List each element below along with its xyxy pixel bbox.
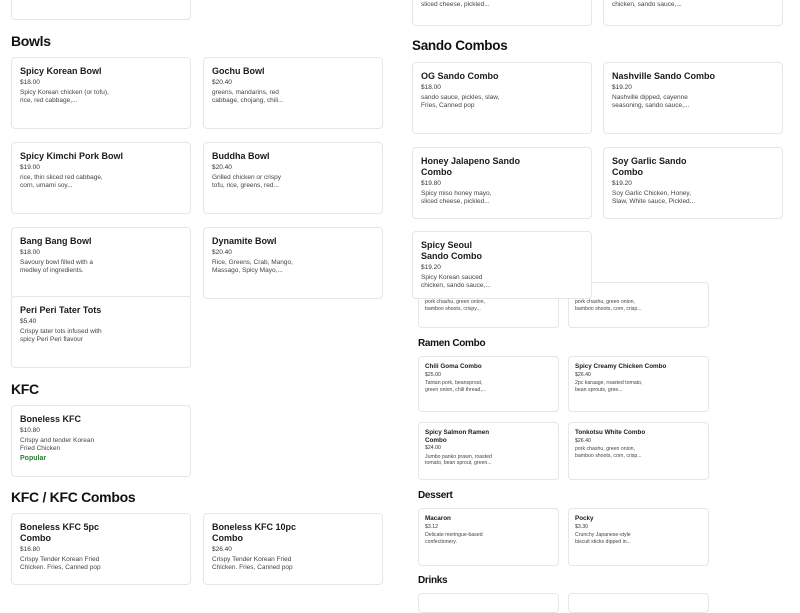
item-description: Crunchy Japanese-style biscuit sticks dipped in...: [575, 532, 631, 545]
item-price: $19.20: [421, 264, 441, 271]
menu-item-card[interactable]: [603, 62, 783, 134]
menu-item-card[interactable]: [568, 422, 709, 480]
item-description: rice, thin sliced red cabbage, corn, umami soy...: [20, 174, 103, 189]
item-description: pork chashu, green onion, bamboo shoots, corn, crisp...: [575, 299, 642, 312]
item-price: $25.00: [425, 371, 441, 378]
menu-item-card[interactable]: [11, 296, 191, 368]
item-price: $18.00: [20, 79, 40, 86]
item-name: Spicy Salmon Ramen Combo: [425, 429, 490, 444]
menu-item-card-partial[interactable]: [11, 0, 191, 20]
item-name: Buddha Bowl: [212, 151, 270, 161]
section-title-bowls: Bowls: [11, 33, 51, 49]
item-name: Bang Bang Bowl: [20, 236, 92, 246]
item-name: Honey Jalapeno Sando Combo: [421, 156, 521, 177]
item-name: Pocky: [575, 515, 594, 522]
popular-badge: Popular: [20, 455, 47, 462]
menu-item-card[interactable]: [11, 227, 191, 299]
menu-item-card[interactable]: [412, 62, 592, 134]
item-price: $24.00: [425, 445, 441, 451]
menu-item-card[interactable]: [11, 142, 191, 214]
item-price: $18.00: [20, 249, 40, 256]
item-description: 2pc karaage, roasted tomato, bean sprouts, gree...: [575, 380, 643, 393]
item-price: $5.40: [20, 318, 37, 325]
item-price: $19.20: [612, 180, 632, 187]
item-price: $26.40: [575, 437, 591, 444]
item-price: $20.40: [212, 249, 232, 256]
menu-item-card[interactable]: [603, 147, 783, 219]
item-description: Delicate meringue-based confectionery.: [425, 532, 483, 545]
menu-item-card[interactable]: [11, 57, 191, 129]
item-description: Jumbo panko prawn, roasted tomato, bean sprout, green...: [425, 453, 492, 466]
menu-item-card[interactable]: [203, 227, 383, 299]
item-name: Spicy Creamy Chicken Combo: [575, 363, 667, 370]
menu-item-card-partial[interactable]: [568, 593, 709, 613]
item-description: chicken, sando sauce,...: [612, 1, 682, 8]
item-price: $19.80: [421, 180, 441, 187]
section-title-kfc-combos: KFC / KFC Combos: [11, 489, 136, 505]
item-name: OG Sando Combo: [421, 71, 499, 81]
item-description: Savoury bowl filled with a medley of ingredients.: [20, 259, 93, 274]
item-description: Rice, Greens, Crab, Mango, Massago, Spicy Mayo,...: [212, 259, 293, 274]
item-name: Nashville Sando Combo: [612, 71, 716, 81]
section-title-ramen-combo: Ramen Combo: [418, 338, 486, 349]
menu-item-card[interactable]: [418, 356, 559, 412]
menu-item-card[interactable]: [11, 405, 191, 477]
item-price: $26.40: [575, 371, 591, 378]
menu-item-card[interactable]: [11, 513, 191, 585]
item-description: Tantan pork, beansprout, green onion, chili thread,...: [425, 380, 487, 393]
item-price: $16.80: [20, 546, 40, 553]
menu-item-card[interactable]: [568, 508, 709, 566]
item-price: $26.40: [212, 546, 232, 553]
section-title-sando-combos: Sando Combos: [412, 38, 508, 53]
item-price: $19.20: [612, 84, 632, 91]
item-name: Chili Goma Combo: [425, 363, 482, 370]
item-name: Dynamite Bowl: [212, 236, 277, 246]
item-name: Boneless KFC: [20, 414, 82, 424]
item-description: greens, mandarins, red cabbage, chojang, chili...: [212, 89, 284, 104]
item-price: $18.00: [421, 84, 441, 91]
item-name: Spicy Kimchi Pork Bowl: [20, 151, 124, 161]
item-price: $19.00: [20, 164, 40, 171]
item-price: $10.80: [20, 427, 40, 434]
item-price: $3.30: [575, 523, 588, 530]
menu-item-card[interactable]: [568, 356, 709, 412]
item-description: Spicy miso honey mayo, sliced cheese, pickled...: [421, 190, 492, 205]
item-description: Grilled chicken or crispy tofu, rice, greens, red...: [212, 174, 281, 189]
item-description: Crispy and tender Korean Fried Chicken: [20, 437, 95, 452]
menu-item-card[interactable]: [203, 142, 383, 214]
menu-item-card-partial[interactable]: [603, 0, 783, 26]
item-name: Boneless KFC 5pc Combo: [20, 522, 100, 543]
item-description: Crispy Tender Korean Fried Chicken. Fries, Canned pop: [212, 556, 293, 571]
menu-item-card[interactable]: [412, 231, 592, 299]
item-name: Gochu Bowl: [212, 66, 265, 76]
item-description: pork chashu, green onion, bamboo shoots, crispy...: [425, 299, 485, 312]
menu-item-card[interactable]: [418, 422, 559, 480]
section-title-dessert: Dessert: [418, 490, 453, 501]
section-title-drinks: Drinks: [418, 575, 448, 586]
item-name: Macaron: [425, 515, 451, 522]
item-description: Nashville dipped, cayenne seasoning, sando sauce,...: [612, 94, 690, 109]
item-name: Soy Garlic Sando Combo: [612, 156, 687, 177]
item-description: Soy Garlic Chicken, Honey, Slaw, White sauce, Pickled...: [612, 190, 696, 205]
menu-item-card-partial[interactable]: [412, 0, 592, 26]
item-name: Boneless KFC 10pc Combo: [212, 522, 297, 543]
item-name: Spicy Korean Bowl: [20, 66, 102, 76]
menu-item-card[interactable]: [412, 147, 592, 219]
item-name: Peri Peri Tater Tots: [20, 305, 102, 315]
item-price: $20.40: [212, 164, 232, 171]
item-name: Tonkotsu White Combo: [575, 429, 646, 436]
item-description: Crispy tater tots infused with spicy Peri Peri flavour: [20, 328, 102, 343]
item-description: Spicy Korean sauced chicken, sando sauce,...: [421, 274, 491, 289]
menu-item-card-partial[interactable]: [418, 593, 559, 613]
item-price: $20.40: [212, 79, 232, 86]
menu-item-card[interactable]: [203, 513, 383, 585]
section-title-kfc: KFC: [11, 381, 39, 397]
item-description: Spicy Korean chicken (or tofu), rice, red cabbage,...: [20, 89, 109, 104]
menu-item-card[interactable]: [203, 57, 383, 129]
item-description: sando sauce, pickles, slaw, Fries, Canned pop: [421, 94, 500, 109]
menu-item-card[interactable]: [418, 508, 559, 566]
item-name: Spicy Seoul Sando Combo: [421, 240, 482, 261]
item-price: $3.12: [425, 523, 438, 530]
item-description: Crispy Tender Korean Fried Chicken. Fries, Canned pop: [20, 556, 101, 571]
item-description: sliced cheese, pickled...: [421, 1, 490, 8]
item-description: pork chashu, green onion, bamboo shoots, corn, crisp...: [575, 446, 642, 459]
